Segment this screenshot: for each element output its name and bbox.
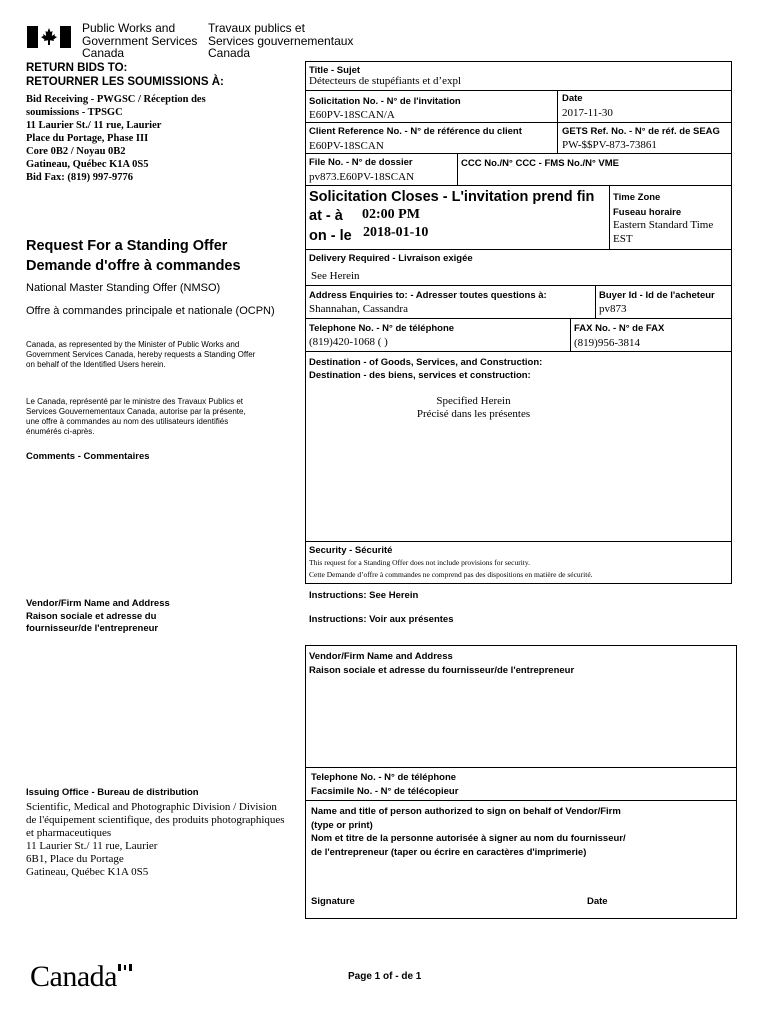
request-paragraph-fr: Le Canada, représenté par le ministre des Travaux Publics et Services Gouvernementaux Canada, autorise par la présente, une offre à commandes au nom des utilisateurs identifiés énumérés ci-après.: [26, 397, 246, 436]
department-name-fr: Travaux publics et Services gouvernementaux Canada: [208, 21, 354, 60]
telephone-value: (819)420-1068 ( ): [309, 336, 388, 348]
ocpn-label: Offre à commandes principale et nationale (OCPN): [26, 305, 275, 317]
signature-date-label: Date: [587, 896, 608, 907]
gets-ref-label: GETS Ref. No. - N° de réf. de SEAG: [562, 126, 720, 137]
destination-value: Specified Herein Précisé dans les présentes: [416, 395, 531, 420]
authorized-signer-label: Name and title of person authorized to sign on behalf of Vendor/Firm (type or print) Nom et titre de la personne autorisée à signer au nom du fournisseur/ de l'entrepreneur (taper ou écrire en caractères d'imprimerie): [311, 806, 626, 858]
ccc-fms-label: CCC No./N° CCC - FMS No./N° VME: [461, 158, 620, 169]
client-reference-value: E60PV-18SCAN: [309, 140, 384, 152]
file-no-value: pv873.E60PV-18SCAN: [309, 171, 415, 183]
vendor-box-label: Vendor/Firm Name and Address Raison sociale et adresse du fournisseur/de l'entrepreneur: [309, 651, 575, 676]
canada-wordmark: Canada: [30, 960, 117, 993]
signature-label: Signature: [311, 896, 355, 907]
vendor-left-label: Vendor/Firm Name and Address Raison sociale et adresse du fournisseur/de l'entrepreneur: [26, 598, 170, 634]
closes-on-value: 2018-01-10: [363, 225, 429, 240]
address-enquiries-value: Shannahan, Cassandra: [309, 303, 408, 315]
title-label: Title - Sujet: [309, 65, 361, 76]
closes-at-label: at - à: [309, 208, 343, 224]
solicitation-no-value: E60PV-18SCAN/A: [309, 109, 395, 121]
fax-label: FAX No. - N° de FAX: [574, 323, 665, 334]
time-zone-value: Eastern Standard Time EST: [613, 219, 714, 245]
delivery-required-value: See Herein: [311, 270, 360, 282]
return-bids-title: RETURN BIDS TO: RETOURNER LES SOUMISSIONS À:: [26, 62, 224, 88]
date-value: 2017-11-30: [562, 107, 613, 119]
destination-label: Destination - of Goods, Services, and Construction: Destination - des biens, services et construction:: [309, 357, 543, 381]
instructions-en: Instructions: See Herein: [309, 590, 419, 601]
vendor-telephone-label: Telephone No. - N° de téléphone: [311, 772, 457, 783]
telephone-label: Telephone No. - N° de téléphone: [309, 323, 455, 334]
buyer-id-value: pv873: [599, 303, 627, 315]
request-paragraph-en: Canada, as represented by the Minister of Public Works and Government Services Canada, hereby requests a Standing Offer on behalf of the Identified Users herein.: [26, 340, 256, 369]
issuing-office-label: Issuing Office - Bureau de distribution: [26, 787, 199, 798]
file-no-label: File No. - N° de dossier: [309, 157, 413, 168]
buyer-id-label: Buyer Id - Id de l'acheteur: [599, 290, 715, 301]
page-number: Page 1 of - de 1: [348, 971, 422, 982]
date-label: Date: [562, 93, 583, 104]
nmso-label: National Master Standing Offer (NMSO): [26, 282, 221, 294]
gets-ref-value: PW-$$PV-873-73861: [562, 139, 657, 151]
instructions-fr: Instructions: Voir aux présentes: [309, 614, 454, 625]
issuing-office-address: Scientific, Medical and Photographic Division / Division de l'équipement scientifique, des produits photographiques et pharmaceutiques 11 Laurier St./ 11 rue, Laurier 6B1, Place du Portage Gatineau, Québec K1A 0S5: [26, 801, 285, 878]
fax-value: (819)956-3814: [574, 337, 640, 349]
request-title: Request For a Standing Offer Demande d'offre à commandes: [26, 238, 241, 274]
security-text: This request for a Standing Offer does not include provisions for security. Cette Demande d’offre à commandes ne comprend pas des dispositions en matière de sécurité.: [309, 558, 593, 579]
canada-wordmark-flag-icon: [118, 964, 132, 971]
time-zone-label: Time Zone Fuseau horaire: [613, 192, 682, 218]
address-enquiries-label: Address Enquiries to: - Adresser toutes questions à:: [309, 290, 547, 301]
security-label: Security - Sécurité: [309, 545, 393, 556]
client-reference-label: Client Reference No. - N° de référence du client: [309, 126, 522, 137]
closes-at-value: 02:00 PM: [362, 207, 420, 222]
department-name-en: Public Works and Government Services Canada: [82, 21, 198, 60]
solicitation-no-label: Solicitation No. - N° de l'invitation: [309, 96, 461, 107]
delivery-required-label: Delivery Required - Livraison exigée: [309, 253, 473, 264]
comments-label: Comments - Commentaires: [26, 451, 150, 462]
closes-on-label: on - le: [309, 228, 352, 244]
vendor-facsimile-label: Facsimile No. - N° de télécopieur: [311, 786, 459, 797]
solicitation-closes-label: Solicitation Closes - L'invitation prend fin: [309, 189, 595, 205]
title-value: Détecteurs de stupéfiants et d’expl: [309, 75, 462, 87]
return-bids-address: Bid Receiving - PWGSC / Réception des soumissions - TPSGC 11 Laurier St./ 11 rue, Laurier Place du Portage, Phase III Core 0B2 / Noyau 0B2 Gatineau, Québec K1A 0S5 Bid Fax: (819) 997-9776: [26, 94, 206, 183]
canada-flag-icon: [27, 26, 71, 48]
